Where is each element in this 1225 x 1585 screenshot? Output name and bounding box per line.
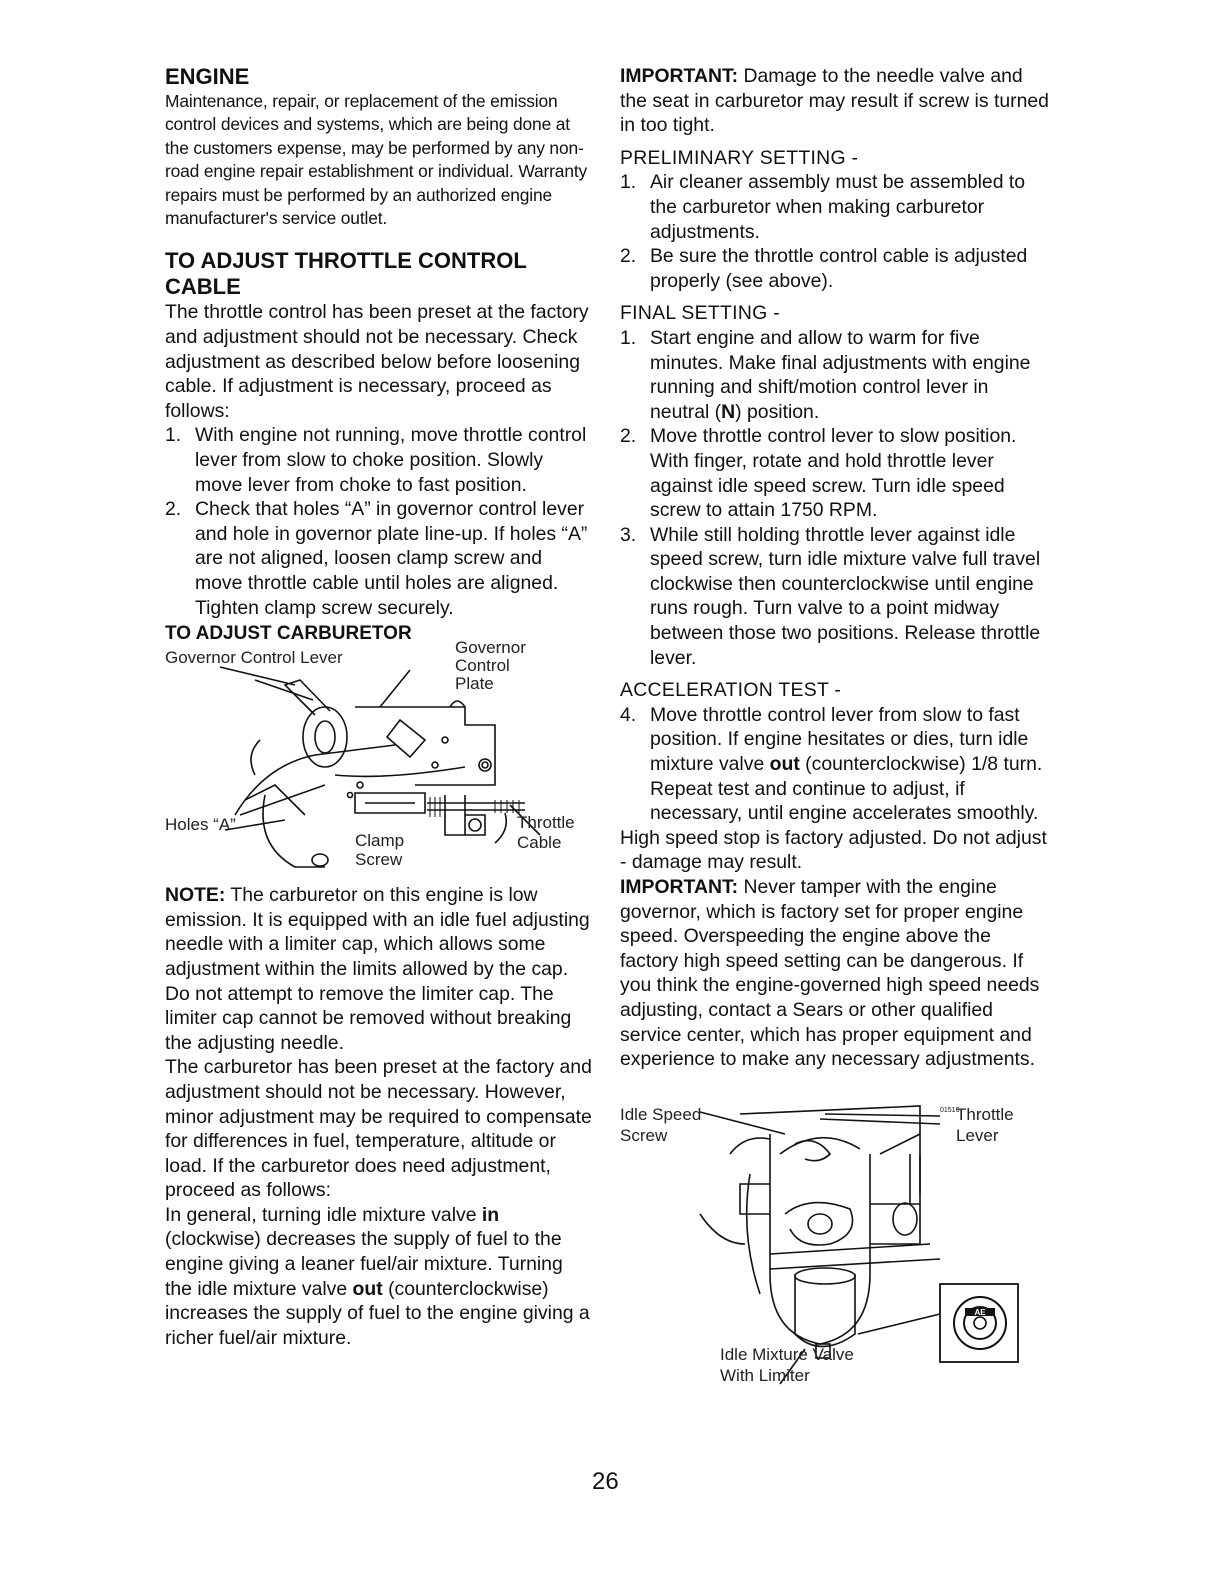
acceleration-steps — [620, 703, 1050, 826]
step-text: Move throttle control lever from slow to fast position. If engine hesitates or dies, turn idle mixture valve — [650, 703, 1029, 776]
step-number: 2. — [165, 498, 182, 521]
step-text: Be sure the throttle control cable is adjusted properly (see above). — [650, 245, 1028, 292]
list-item — [620, 326, 1050, 424]
left-column — [165, 64, 593, 1350]
engine-heading: ENGINE — [165, 64, 250, 89]
important-label: IMPORTANT: — [620, 65, 739, 87]
important-text: Damage to the needle valve and the seat in carburetor may result if screw is turned in too tight. — [620, 65, 1049, 137]
label-idle-speed-screw: Idle Speed Screw — [620, 1104, 702, 1145]
general-text: (clockwise) decreases the supply of fuel to the engine giving a leaner fuel/air mixture. Turning the idle mixture valve — [165, 1228, 563, 1300]
preset-paragraph: The carburetor has been preset at the factory and adjustment should not be necessary. However, minor adjustment may be required to compensate for differences in fuel, temperature, altitude or load. If the carburetor does need adjustment, proceed as follows: — [165, 1056, 592, 1202]
step-number: 1. — [165, 424, 182, 447]
page-number: 26 — [592, 1468, 619, 1495]
list-item — [620, 703, 1050, 826]
list-item — [165, 423, 593, 497]
final-heading: FINAL SETTING - — [620, 302, 780, 325]
throttle-heading: TO ADJUST THROTTLE CONTROL CABLE — [165, 248, 527, 300]
limiter-inset — [940, 1284, 1018, 1362]
step-text: Air cleaner assembly must be assembled to the carburetor when making carburetor adjustments. — [650, 171, 1026, 243]
label-throttle-lever: Throttle Lever — [956, 1104, 1014, 1145]
throttle-steps — [165, 423, 593, 620]
note-label: NOTE: — [165, 884, 226, 907]
governor-figure — [165, 638, 593, 877]
general-text: In general, turning idle mixture valve — [165, 1203, 482, 1226]
step-text: (counterclockwise) 1/8 turn. Repeat test and continue to adjust, if necessary, until engine accelerates smoothly. — [650, 753, 1043, 825]
label-governor-control-plate: Governor Control Plate — [455, 638, 526, 694]
preliminary-steps — [620, 170, 1050, 293]
ae-badge-text: AE — [974, 1307, 986, 1317]
list-item — [620, 170, 1050, 244]
note-paragraph — [165, 883, 593, 1055]
list-item — [620, 424, 1050, 522]
list-item — [620, 244, 1050, 293]
important-paragraph — [620, 64, 1050, 138]
list-item — [620, 523, 1050, 671]
carburetor-figure — [620, 1094, 1050, 1394]
label-idle-mixture-valve: Idle Mixture Valve With Limiter — [720, 1344, 854, 1385]
important-paragraph — [620, 875, 1050, 1072]
high-speed-paragraph: High speed stop is factory adjusted. Do not adjust - damage may result. — [620, 826, 1047, 874]
label-throttle-cable: Throttle Cable — [517, 813, 575, 853]
note-text: The carburetor on this engine is low emission. It is equipped with an idle fuel adjusting needle with a limiter cap, which allows some adjustment within the limits allowed by the cap. Do not attempt to remove the limiter cap. The limiter cap cannot be removed without breaking the adjusting needle. — [165, 884, 590, 1054]
important-label: IMPORTANT: — [620, 876, 739, 898]
step-number: 1. — [620, 326, 637, 349]
important-text: Never tamper with the engine governor, which is factory set for proper engine speed. Overspeeding the engine above the factory high speed setting can be dangerous. If you think the engine-governed high speed needs adjusting, contact a Sears or other qualified service center, which has proper equipment and experience to make any necessary adjustments. — [620, 876, 1040, 1071]
step-number: 2. — [620, 425, 637, 448]
step-bold: N — [721, 400, 736, 423]
label-clamp-screw: Clamp Screw — [355, 831, 405, 870]
acceleration-heading: ACCELERATION TEST - — [620, 679, 842, 702]
step-number: 4. — [620, 703, 637, 726]
step-number: 3. — [620, 523, 637, 546]
step-text: While still holding throttle lever against idle speed screw, turn idle mixture valve full travel clockwise then counterclockwise until engine runs rough. Turn valve to a point midway between those two positions. Release throttle lever. — [650, 523, 1041, 669]
right-column — [620, 64, 1050, 1394]
figure-code: 01516 — [940, 1106, 960, 1114]
preliminary-heading: PRELIMINARY SETTING - — [620, 146, 859, 169]
step-text: ) position. — [735, 400, 820, 423]
step-bold: out — [769, 753, 800, 776]
engine-paragraph: Maintenance, repair, or replacement of the emission control devices and systems, which are being done at the customers expense, may be performed by any non-road engine repair establishment or individual. Warranty repairs must be performed by an authorized engine manufacturer's service outlet. — [165, 91, 588, 229]
general-out: out — [352, 1277, 383, 1300]
step-number: 2. — [620, 245, 637, 268]
label-governor-control-lever: Governor Control Lever — [165, 648, 343, 668]
general-in: in — [481, 1203, 500, 1226]
step-text: Move throttle control lever to slow position. With finger, rotate and hold throttle lever against idle speed screw. Turn idle speed screw to attain 1750 RPM. — [650, 425, 1017, 522]
general-text: (counterclockwise) increases the supply of fuel to the engine giving a richer fuel/air mixture. — [165, 1277, 590, 1349]
step-number: 1. — [620, 171, 637, 194]
step-text: Start engine and allow to warm for five minutes. Make final adjustments with engine running and shift/motion control lever in neutral ( — [650, 326, 1031, 423]
step-text: Check that holes “A” in governor control lever and hole in governor plate line-up. If holes “A” are not aligned, loosen clamp screw and move throttle cable until holes are aligned. Tighten clamp screw securely. — [195, 498, 588, 619]
general-paragraph — [165, 1203, 593, 1351]
carburetor-heading: TO ADJUST CARBURETOR — [165, 623, 412, 645]
list-item — [165, 497, 593, 620]
label-holes-a: Holes “A” — [165, 815, 236, 835]
step-text: With engine not running, move throttle control lever from slow to choke position. Slowly move lever from choke to fast position. — [195, 424, 587, 496]
final-steps — [620, 326, 1050, 670]
throttle-intro: The throttle control has been preset at the factory and adjustment should not be necessary. Check adjustment as described below before loosening cable. If adjustment is necessary, proceed as follows: — [165, 301, 589, 422]
